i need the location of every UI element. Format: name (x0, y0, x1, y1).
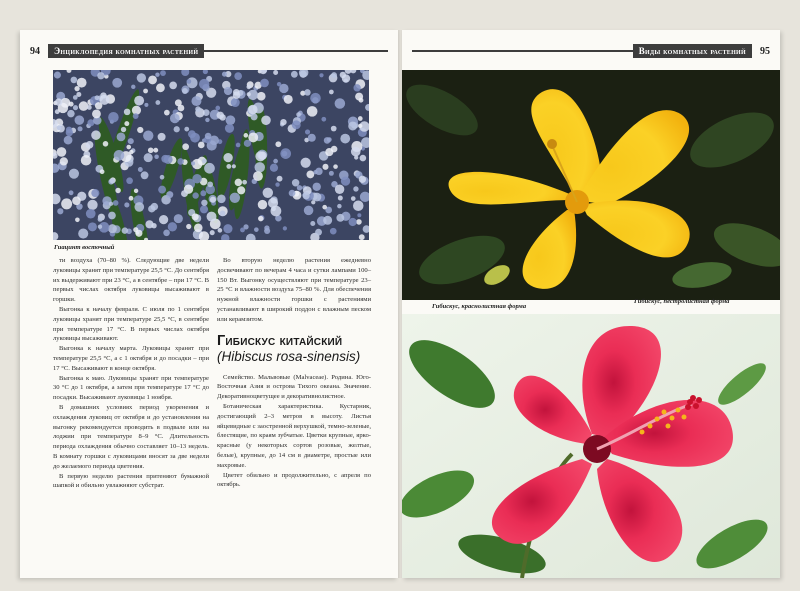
right-running-head: Виды комнатных растений (633, 44, 752, 58)
right-page-header (412, 44, 770, 58)
section-title: Гибискус китайский (217, 332, 343, 349)
hyacinth-photo (53, 70, 369, 240)
hibiscus-caption-2: Гибискус, пестролистная форма (634, 298, 730, 305)
hyacinth-caption: Гиацинт восточный (54, 244, 115, 251)
paragraph: Цветет обильно и продолжительно, с апреля по октябрь. (217, 471, 371, 489)
left-column-2 (217, 256, 371, 490)
yellow-hibiscus-image (402, 70, 780, 300)
header-rule (412, 50, 633, 52)
hibiscus-caption-1: Гибискус, краснолистная форма (432, 303, 527, 310)
header-rule (204, 50, 388, 52)
section-latin-name: (Hibiscus rosa-sinensis) (217, 348, 361, 364)
paragraph: Ботаническая характеристика. Кустарник, достигающий 2–3 метров в высоту. Листья яйцевидные с заостренной верхушкой, темно-зеленые, блестящие, по краям зубчатые. Цветки крупные, ярко-красные (у некоторых сортов розовые, желтые, белые), крупные, до 14 см в диаметре, простые или махровые. (217, 402, 371, 469)
right-page (402, 30, 780, 578)
yellow-hibiscus-photo (402, 70, 780, 300)
red-hibiscus-image (402, 314, 780, 578)
paragraph: Выгонка к началу марта. Луковицы хранят при температуре 25,5 °С, а с 1 октября и до посадки – при 17 °С. Высаживают в конце октября. (53, 345, 209, 372)
right-page-number: 95 (760, 45, 770, 57)
paragraph: Во вторую неделю растения ежедневно досвечивают по вечерам 4 часа и сутки лампами 100–150 Вт. Выгонку осуществляют при температуре 23–25 °С и влажности воздуха 75–80 %. Для обеспечения нужной влажности горшки с растениями устанавливают в широкий поддон с влажным песком или керамзитом. (217, 257, 371, 323)
paragraph: Выгонка к началу февраля. С июля по 1 сентября луковицы хранят при температуре 25,5 °С, в сентябре при температуре 17 °С. В первых числах октября луковицы высаживают. (53, 305, 209, 343)
hyacinth-image (53, 70, 369, 240)
left-page (20, 30, 398, 578)
left-page-header (30, 44, 388, 58)
left-running-head: Энциклопедия комнатных растений (48, 44, 204, 58)
paragraph: Семейство. Мальвовые (Malvaceae). Родина. Юго-Восточная Азия и острова Тихого океана. Значение. Декоративноцветущее и декоративнолистное. (217, 373, 371, 401)
paragraph: В домашних условиях период укоренения и охлаждения луковиц от октября и до установления на выгонку рекомендуется проводить в подвале или на лоджии при температуре 8–9 °С. Длительность периода охлаждения обычно составляет 10–13 недель. В комнату горшки с луковицами вносят за две недели до желаемого периода цветения. (53, 403, 209, 470)
paragraph: Выгонка к маю. Луковицы хранят при температуре 30 °С до 1 октября, а затем при температуре 17 °С до посадки. Высаживают луковицы 1 ноября. (53, 374, 209, 402)
paragraph: ти воздуха (70–80 %). Следующие две недели луковицы хранят при температуре 25,5 °С. До сентября их выдерживают при 23 °С, а в сентябре – при 17 °С. В первых числах октября луковицы высаживают в горшки. (53, 257, 210, 304)
left-page-number: 94 (30, 45, 40, 57)
paragraph: В первую неделю растения притеняют бумажной шапкой и обильно увлажняют субстрат. (53, 472, 209, 490)
left-column-1 (53, 256, 209, 491)
red-hibiscus-photo (402, 314, 780, 578)
